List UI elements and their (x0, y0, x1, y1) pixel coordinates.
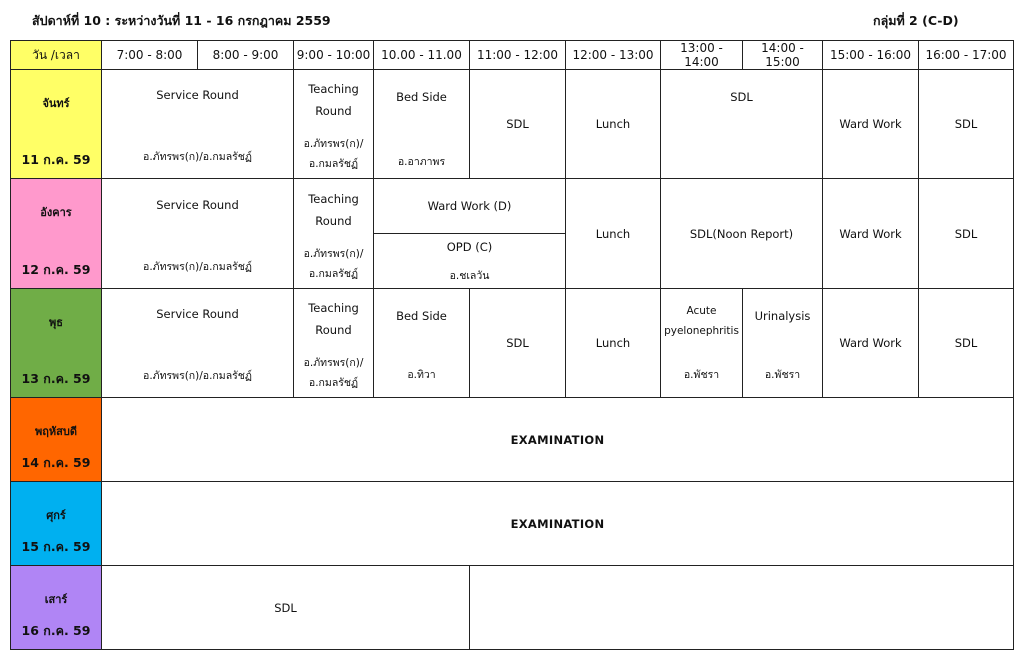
col-header-7: 7:00 - 8:00 (102, 41, 198, 70)
teaching-round-cell (294, 289, 374, 398)
teaching-round-instructor: อ.ภัทรพร(ก)/ อ.กมลรัชฏ์ (303, 138, 364, 170)
col-header-15: 15:00 - 16:00 (823, 41, 919, 70)
day-date: 16 ก.ค. 59 (21, 623, 91, 638)
col-header-10: 10.00 - 11.00 (374, 41, 470, 70)
ward-work-d-cell: Ward Work (D) (374, 179, 566, 234)
day-name: อังคาร (40, 206, 72, 219)
teaching-round-label: Teaching Round (308, 301, 359, 337)
service-round-instructor: อ.ภัทรพร(ก)/อ.กมลรัชฏ์ (143, 370, 252, 382)
row-friday (11, 482, 1014, 566)
day-name: จันทร์ (42, 97, 70, 110)
day-date: 14 ก.ค. 59 (21, 455, 91, 470)
opd-c-cell (374, 234, 566, 289)
teaching-round-cell (294, 70, 374, 179)
day-name: พุธ (49, 316, 63, 329)
teaching-round-instructor: อ.ภัทรพร(ก)/ อ.กมลรัชฏ์ (303, 357, 364, 389)
row-saturday (11, 566, 1014, 650)
bed-side-instructor: อ.อาภาพร (397, 156, 446, 168)
header-row (11, 41, 1014, 70)
day-thursday (11, 398, 102, 482)
bed-side-label: Bed Side (396, 90, 447, 104)
urinalysis-instructor: อ.พัชรา (764, 369, 801, 381)
col-header-16: 16:00 - 17:00 (919, 41, 1014, 70)
day-saturday (11, 566, 102, 650)
service-round-label: Service Round (156, 197, 239, 212)
col-header-11: 11:00 - 12:00 (470, 41, 566, 70)
day-wednesday (11, 289, 102, 398)
day-date: 12 ก.ค. 59 (21, 262, 91, 277)
opd-c-instructor: อ.ชเลวัน (449, 270, 490, 282)
service-round-cell (102, 289, 294, 398)
col-header-14: 14:00 - 15:00 (743, 41, 823, 70)
page-header (0, 8, 1020, 30)
bed-side-label: Bed Side (396, 309, 447, 323)
teaching-round-label: Teaching Round (308, 191, 359, 228)
day-friday (11, 482, 102, 566)
acute-pyelonephritis-instructor: อ.พัชรา (683, 369, 720, 381)
urinalysis-cell (743, 289, 823, 398)
day-name: ศุกร์ (46, 509, 66, 522)
day-monday (11, 70, 102, 179)
lunch-cell: Lunch (566, 70, 661, 179)
schedule-table (10, 40, 1014, 650)
day-date: 11 ก.ค. 59 (21, 152, 91, 167)
service-round-cell (102, 179, 294, 289)
row-thursday (11, 398, 1014, 482)
col-header-day: วัน /เวลา (11, 41, 102, 70)
day-date: 15 ก.ค. 59 (21, 539, 91, 554)
day-name: พฤหัสบดี (34, 425, 77, 438)
sdl-saturday-cell: SDL (102, 566, 470, 650)
ward-work-cell: Ward Work (823, 70, 919, 179)
acute-pyelonephritis-label: Acute pyelonephritis (664, 305, 739, 337)
lunch-cell: Lunch (566, 179, 661, 289)
service-round-cell (102, 70, 294, 179)
opd-c-label: OPD (C) (446, 240, 493, 254)
examination-cell: EXAMINATION (102, 398, 1014, 482)
week-title: สัปดาห์ที่ 10 : ระหว่างวันที่ 11 - 16 กรกฎาคม 2559 (32, 13, 331, 28)
col-header-13: 13:00 - 14:00 (661, 41, 743, 70)
col-header-12: 12:00 - 13:00 (566, 41, 661, 70)
acute-pyelonephritis-cell (661, 289, 743, 398)
col-header-8: 8:00 - 9:00 (198, 41, 294, 70)
empty-saturday-cell (470, 566, 1014, 650)
sdl-cell: SDL (470, 289, 566, 398)
sdl-afternoon-label: SDL (730, 90, 753, 104)
bed-side-cell (374, 289, 470, 398)
ward-work-cell: Ward Work (823, 289, 919, 398)
sdl-cell: SDL (470, 70, 566, 179)
day-tuesday (11, 179, 102, 289)
service-round-instructor: อ.ภัทรพร(ก)/อ.กมลรัชฏ์ (143, 151, 252, 163)
bed-side-cell (374, 70, 470, 179)
service-round-label: Service Round (156, 88, 239, 102)
teaching-round-cell (294, 179, 374, 289)
teaching-round-label: Teaching Round (308, 82, 359, 118)
service-round-label: Service Round (156, 307, 239, 321)
bed-side-instructor: อ.ทิวา (407, 369, 436, 381)
service-round-instructor: อ.ภัทรพร(ก)/อ.กมลรัชฏ์ (143, 260, 252, 273)
group-label: กลุ่มที่ 2 (C-D) (873, 13, 959, 28)
ward-work-cell: Ward Work (823, 179, 919, 289)
examination-cell: EXAMINATION (102, 482, 1014, 566)
col-header-9: 9:00 - 10:00 (294, 41, 374, 70)
row-tuesday (11, 179, 1014, 234)
sdl-evening-cell: SDL (919, 289, 1014, 398)
noon-report-cell: SDL(Noon Report) (661, 179, 823, 289)
sdl-afternoon-cell (661, 70, 823, 179)
sdl-evening-cell: SDL (919, 179, 1014, 289)
day-name: เสาร์ (44, 593, 68, 606)
teaching-round-instructor: อ.ภัทรพร(ก)/ อ.กมลรัชฏ์ (303, 247, 364, 280)
day-date: 13 ก.ค. 59 (21, 371, 91, 386)
sdl-evening-cell: SDL (919, 70, 1014, 179)
urinalysis-label: Urinalysis (754, 309, 811, 323)
lunch-cell: Lunch (566, 289, 661, 398)
